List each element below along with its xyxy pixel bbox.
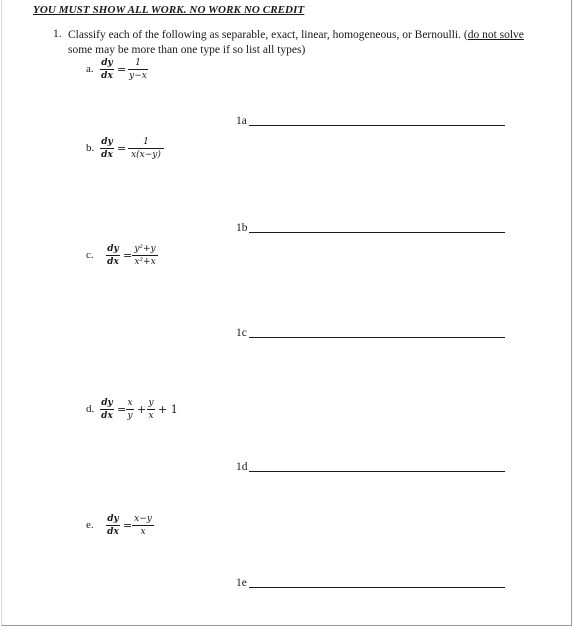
question-number: 1. — [53, 28, 62, 40]
derivative-numerator: dy — [101, 137, 113, 147]
plus-sign: + — [137, 403, 147, 416]
derivative-dy-dx-c — [106, 244, 120, 267]
question-text — [68, 28, 538, 57]
answer-label-1a: 1a — [236, 115, 247, 127]
equals-sign: = — [123, 519, 133, 532]
rhs-fraction-c — [132, 244, 158, 267]
rhs-numerator: y²+y — [134, 244, 156, 254]
answer-line-1b[interactable] — [249, 232, 505, 233]
answer-line-1d[interactable] — [249, 471, 505, 472]
term-x-over-y — [126, 398, 134, 421]
equation-b — [86, 137, 186, 163]
equation-e — [86, 514, 186, 540]
equation-c — [86, 244, 186, 270]
derivative-denominator: dx — [107, 527, 119, 537]
term-denominator: y — [127, 411, 133, 421]
derivative-numerator: dy — [107, 514, 119, 524]
derivative-denominator: dx — [101, 411, 113, 421]
equals-sign: = — [123, 249, 133, 262]
derivative-dy-dx-e — [106, 514, 120, 537]
rhs-numerator: 1 — [143, 137, 149, 147]
part-label-e: e. — [86, 519, 94, 531]
part-label-b: b. — [86, 142, 95, 154]
answer-label-1e: 1e — [236, 577, 247, 589]
answer-label-1d: 1d — [236, 461, 248, 473]
instructions-header: YOU MUST SHOW ALL WORK. NO WORK NO CREDIT — [33, 4, 305, 16]
equals-sign: = — [117, 63, 127, 76]
question-text-end: some may be more than one type if so list all types) — [68, 43, 306, 56]
term-y-over-x — [147, 398, 155, 421]
term-numerator: y — [148, 398, 154, 408]
part-label-d: d. — [86, 403, 95, 415]
do-not-solve-note: do not solve — [467, 29, 524, 41]
rhs-numerator: 1 — [135, 58, 141, 68]
rhs-fraction-e — [132, 514, 154, 537]
derivative-dy-dx-a — [100, 58, 114, 81]
derivative-denominator: dx — [107, 257, 119, 267]
answer-label-1b: 1b — [236, 222, 248, 234]
derivative-numerator: dy — [107, 244, 119, 254]
rhs-denominator: x(x−y) — [131, 150, 161, 160]
term-numerator: x — [127, 398, 133, 408]
answer-line-1e[interactable] — [249, 587, 505, 588]
derivative-denominator: dx — [101, 71, 113, 81]
question-text-start: Classify each of the following as separable, exact, linear, homogeneous, or Bernoulli. ( — [68, 29, 468, 41]
part-label-c: c. — [86, 249, 94, 261]
rhs-denominator: x²+x — [134, 257, 156, 267]
rhs-numerator: x−y — [134, 514, 152, 524]
answer-line-1a[interactable] — [249, 125, 505, 126]
term-denominator: x — [148, 411, 154, 421]
derivative-dy-dx-b — [100, 137, 114, 160]
answer-line-1c[interactable] — [249, 337, 505, 338]
derivative-denominator: dx — [101, 150, 113, 160]
rhs-fraction-b — [128, 137, 164, 160]
rhs-denominator: y−x — [129, 71, 147, 81]
plus-one: + 1 — [158, 403, 178, 416]
equation-d — [86, 398, 206, 424]
derivative-numerator: dy — [101, 58, 113, 68]
rhs-fraction-a — [128, 58, 148, 81]
equals-sign: = — [117, 142, 127, 155]
part-label-a: a. — [86, 63, 94, 75]
rhs-denominator: x — [140, 527, 146, 537]
derivative-numerator: dy — [101, 398, 113, 408]
derivative-dy-dx-d — [100, 398, 114, 421]
answer-label-1c: 1c — [236, 327, 247, 339]
equation-a — [86, 58, 176, 84]
equals-sign: = — [117, 403, 127, 416]
